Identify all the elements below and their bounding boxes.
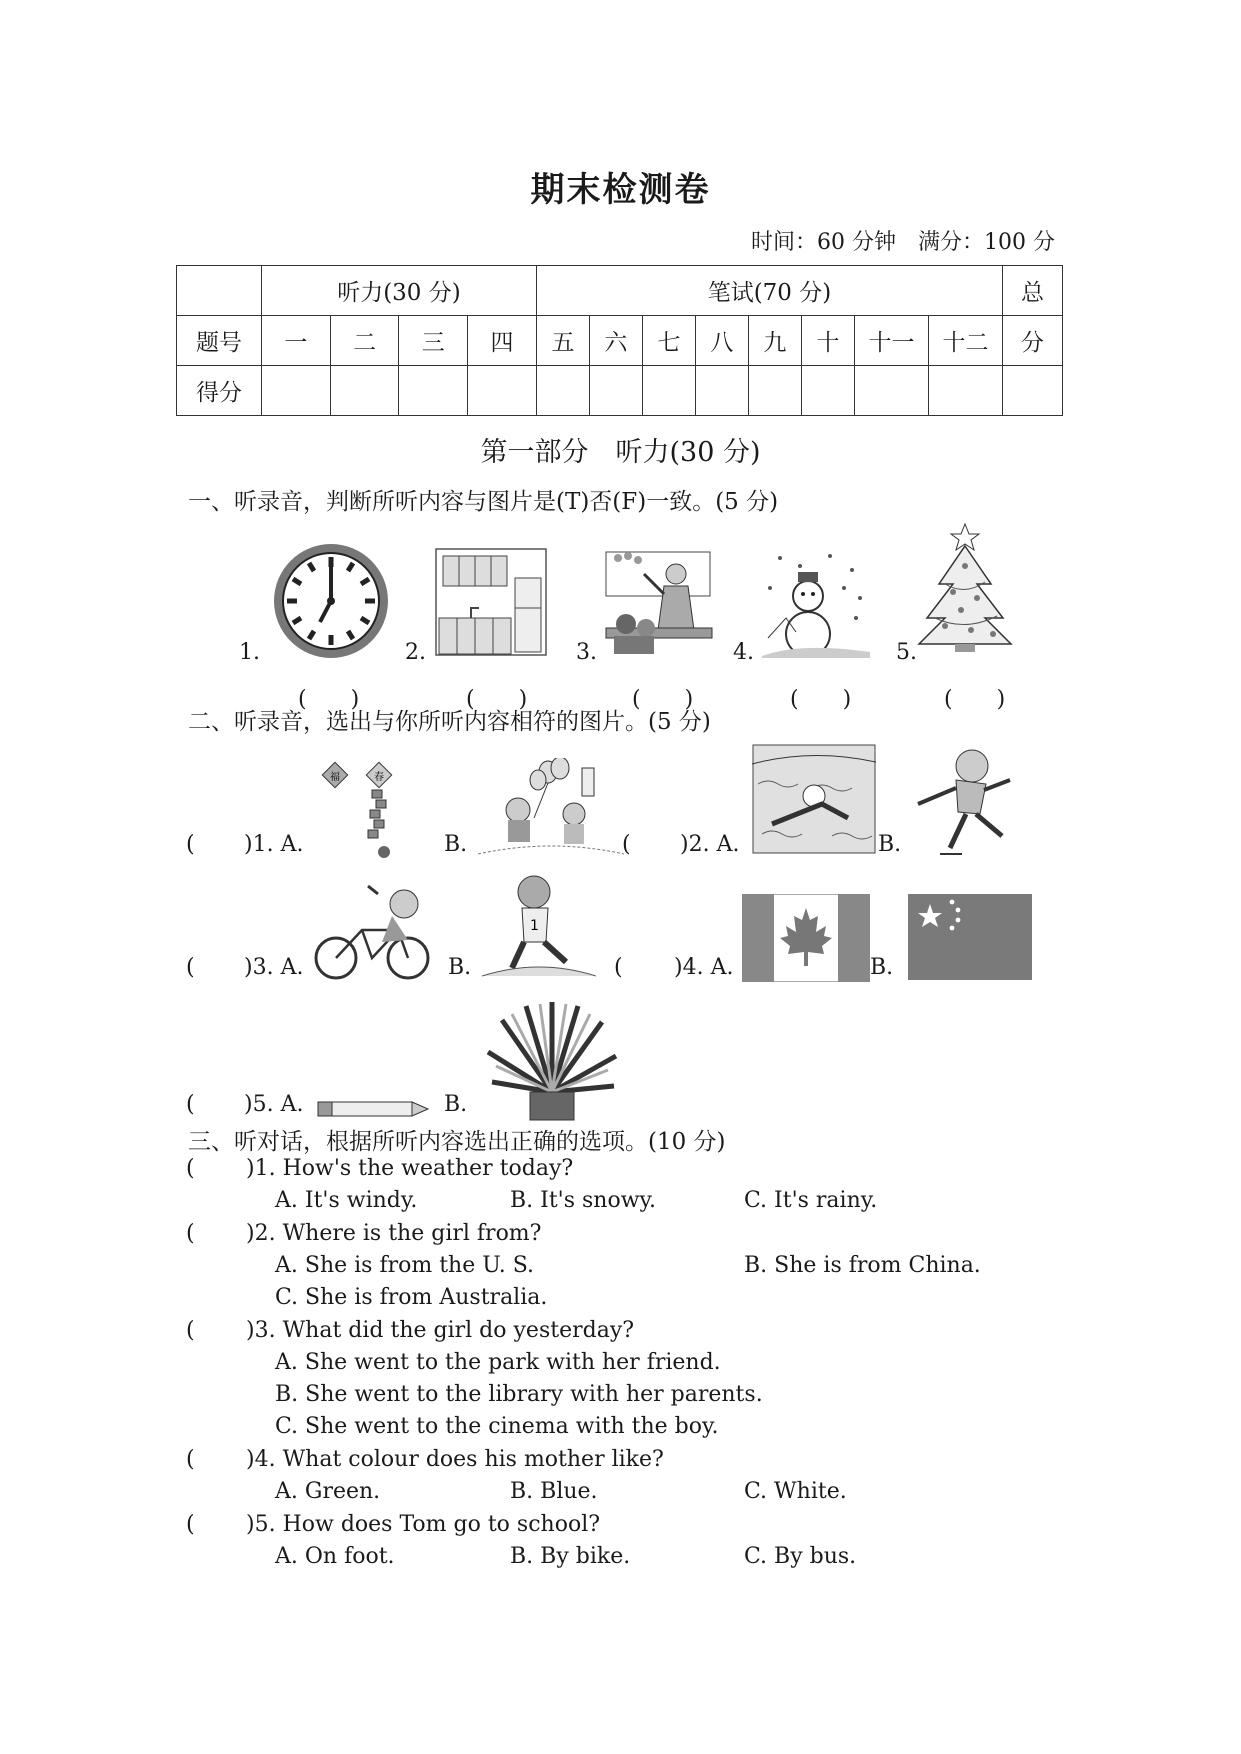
total-header-2: 分 bbox=[1003, 316, 1063, 366]
section2-heading: 二、听录音，选出与你所听内容相符的图片。(5 分) bbox=[188, 709, 711, 735]
answer-open-paren[interactable]: ( bbox=[186, 1318, 195, 1343]
listening-header: 听力(30 分) bbox=[262, 266, 537, 316]
row-label-question: 题号 bbox=[177, 316, 262, 366]
score-table bbox=[176, 265, 1063, 416]
canada-flag-icon bbox=[742, 894, 870, 982]
item-number: 2. bbox=[405, 640, 426, 665]
china-flag-icon bbox=[908, 894, 1032, 980]
clock-icon bbox=[270, 540, 392, 662]
girl-bike-icon bbox=[312, 882, 452, 982]
table-corner bbox=[177, 266, 262, 316]
pencil-cup-icon bbox=[482, 1000, 622, 1122]
answer-open-paren[interactable]: ( bbox=[186, 1156, 195, 1181]
item-number: 4. bbox=[733, 640, 754, 665]
answer-blank[interactable]: ( ) bbox=[790, 687, 852, 712]
score-cell[interactable] bbox=[536, 366, 589, 416]
item-number: 3. bbox=[576, 640, 597, 665]
exam-meta: 时间：60 分钟 满分：100 分 bbox=[751, 230, 1055, 255]
written-header: 笔试(70 分) bbox=[536, 266, 1002, 316]
answer-open-paren[interactable]: ( bbox=[186, 955, 195, 980]
col-12: 十二 bbox=[929, 316, 1003, 366]
question-text: )2. Where is the girl from? bbox=[246, 1221, 542, 1246]
section1-heading: 一、听录音，判断所听内容与图片是(T)否(F)一致。(5 分) bbox=[188, 489, 779, 515]
score-cell[interactable] bbox=[748, 366, 801, 416]
score-cell[interactable] bbox=[1003, 366, 1063, 416]
svg-text:福: 福 bbox=[330, 772, 340, 783]
question-text: )1. How's the weather today? bbox=[246, 1156, 574, 1181]
col-5: 五 bbox=[536, 316, 589, 366]
col-8: 八 bbox=[695, 316, 748, 366]
question-number: )2. A. bbox=[680, 832, 740, 857]
col-4: 四 bbox=[468, 316, 537, 366]
svg-text:1: 1 bbox=[530, 918, 539, 934]
col-3: 三 bbox=[399, 316, 468, 366]
answer-open-paren[interactable]: ( bbox=[186, 1447, 195, 1472]
total-header-1: 总 bbox=[1003, 266, 1063, 316]
score-cell[interactable] bbox=[468, 366, 537, 416]
kids-balloons-icon bbox=[478, 758, 624, 858]
boy-running-icon bbox=[482, 872, 596, 982]
option-a: A. She went to the park with her friend. bbox=[275, 1350, 721, 1375]
score-cell[interactable] bbox=[695, 366, 748, 416]
pencil-icon bbox=[316, 1098, 432, 1120]
score-cell[interactable] bbox=[262, 366, 331, 416]
question-number: )1. A. bbox=[244, 832, 304, 857]
option-b: B. It's snowy. bbox=[510, 1188, 657, 1213]
score-cell[interactable] bbox=[801, 366, 854, 416]
item-number: 1. bbox=[239, 640, 260, 665]
question-number: )4. A. bbox=[674, 955, 734, 980]
christmas-tree-icon bbox=[915, 522, 1015, 654]
option-a: A. She is from the U. S. bbox=[275, 1253, 535, 1278]
option-c: C. By bus. bbox=[744, 1544, 857, 1569]
score-cell[interactable] bbox=[855, 366, 929, 416]
col-6: 六 bbox=[589, 316, 642, 366]
question-number: )3. A. bbox=[244, 955, 304, 980]
option-b: B. She is from China. bbox=[744, 1253, 981, 1278]
answer-blank[interactable]: ( ) bbox=[466, 687, 528, 712]
question-number: )5. A. bbox=[244, 1092, 304, 1117]
option-c: C. She is from Australia. bbox=[275, 1285, 548, 1310]
option-c: C. She went to the cinema with the boy. bbox=[275, 1414, 719, 1439]
question-text: )4. What colour does his mother like? bbox=[246, 1447, 664, 1472]
answer-blank[interactable]: ( ) bbox=[944, 687, 1006, 712]
answer-open-paren[interactable]: ( bbox=[614, 955, 623, 980]
score-cell[interactable] bbox=[642, 366, 695, 416]
col-1: 一 bbox=[262, 316, 331, 366]
swimming-icon bbox=[752, 744, 876, 854]
kitchen-icon bbox=[435, 548, 547, 656]
score-cell[interactable] bbox=[929, 366, 1003, 416]
section3-heading: 三、听对话，根据所听内容选出正确的选项。(10 分) bbox=[188, 1129, 726, 1155]
answer-open-paren[interactable]: ( bbox=[186, 832, 195, 857]
option-c: C. It's rainy. bbox=[744, 1188, 878, 1213]
option-b: B. Blue. bbox=[510, 1479, 598, 1504]
option-b-label: B. bbox=[444, 1092, 468, 1117]
ice-skating-icon bbox=[910, 744, 1014, 860]
item-number: 5. bbox=[896, 640, 917, 665]
option-a: A. It's windy. bbox=[275, 1188, 418, 1213]
col-9: 九 bbox=[748, 316, 801, 366]
answer-open-paren[interactable]: ( bbox=[186, 1221, 195, 1246]
score-cell[interactable] bbox=[399, 366, 468, 416]
question-text: )5. How does Tom go to school? bbox=[246, 1512, 601, 1537]
option-a: A. On foot. bbox=[275, 1544, 395, 1569]
option-b-label: B. bbox=[444, 832, 468, 857]
svg-text:春: 春 bbox=[374, 772, 384, 783]
answer-open-paren[interactable]: ( bbox=[186, 1512, 195, 1537]
page-title: 期末检测卷 bbox=[530, 170, 711, 210]
option-b: B. She went to the library with her parents. bbox=[275, 1382, 763, 1407]
answer-open-paren[interactable]: ( bbox=[622, 832, 631, 857]
answer-open-paren[interactable]: ( bbox=[186, 1092, 195, 1117]
option-b: B. By bike. bbox=[510, 1544, 631, 1569]
option-b-label: B. bbox=[878, 832, 902, 857]
firecrackers-icon bbox=[318, 760, 414, 860]
score-cell[interactable] bbox=[330, 366, 399, 416]
snowman-icon bbox=[760, 548, 872, 658]
score-cell[interactable] bbox=[589, 366, 642, 416]
answer-blank[interactable]: ( ) bbox=[298, 687, 360, 712]
col-2: 二 bbox=[330, 316, 399, 366]
option-b-label: B. bbox=[870, 955, 894, 980]
option-b-label: B. bbox=[448, 955, 472, 980]
teacher-classroom-icon bbox=[604, 544, 716, 656]
answer-blank[interactable]: ( ) bbox=[632, 687, 694, 712]
col-10: 十 bbox=[801, 316, 854, 366]
option-a: A. Green. bbox=[275, 1479, 381, 1504]
col-7: 七 bbox=[642, 316, 695, 366]
col-11: 十一 bbox=[855, 316, 929, 366]
row-label-score: 得分 bbox=[177, 366, 262, 416]
part-one-heading: 第一部分 听力(30 分) bbox=[480, 437, 761, 468]
question-text: )3. What did the girl do yesterday? bbox=[246, 1318, 635, 1343]
option-c: C. White. bbox=[744, 1479, 847, 1504]
